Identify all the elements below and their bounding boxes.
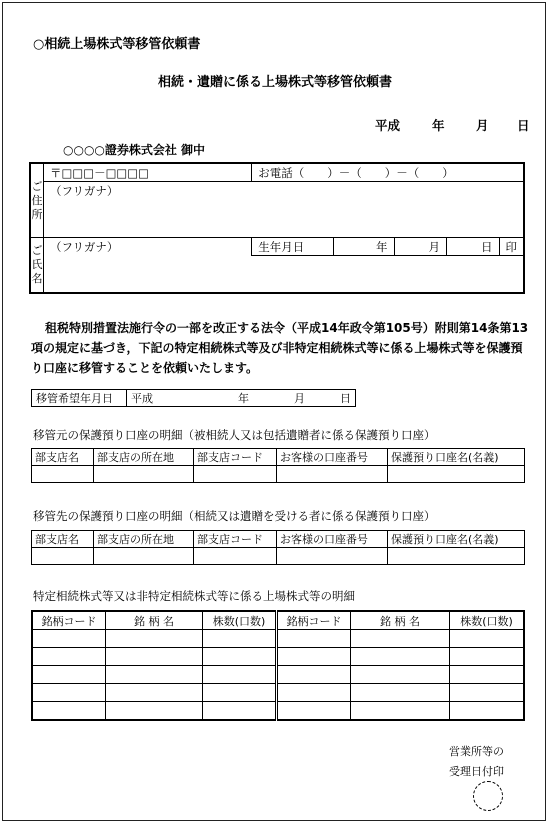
form-page: [2, 2, 546, 821]
stock-col-shares-left: 株数(口数): [203, 611, 277, 630]
stamp-label-line1: 営業所等の: [449, 745, 504, 758]
dest-address-field[interactable]: [94, 548, 194, 565]
date-era: 平成: [375, 118, 401, 133]
stock-row: [32, 702, 524, 721]
source-col-account-no: お客様の口座番号: [277, 449, 388, 466]
receipt-stamp-area: [473, 781, 503, 811]
transfer-date-label: 移管希望年月日: [32, 390, 127, 407]
phone-field[interactable]: お電話（ ）－（ ）－（ ）: [252, 163, 524, 182]
address-furigana: （フリガナ）: [43, 182, 524, 200]
dest-account-no-field[interactable]: [277, 548, 388, 565]
date-day: 日: [517, 118, 530, 133]
source-code-field[interactable]: [194, 466, 277, 483]
request-statement: 租税特別措置法施行令の一部を改正する法令（平成14年政令第105号）附則第14条第13項の規定に基づき，下記の特定相続株式等及び非特定相続株式等に係る上場株式等を保護預り口座に移管することを依頼いたします。: [31, 321, 529, 375]
dest-col-branch: 部支店名: [32, 531, 94, 548]
dest-col-address: 部支店の所在地: [94, 531, 194, 548]
stock-col-code-left: 銘柄コード: [32, 611, 106, 630]
date-month: 月: [476, 118, 489, 133]
dest-col-account-no: お客様の口座番号: [277, 531, 388, 548]
name-furigana: （フリガナ）: [43, 238, 251, 256]
source-branch-field[interactable]: [32, 466, 94, 483]
stock-row: [32, 684, 524, 702]
transfer-date-month[interactable]: 月: [253, 390, 309, 407]
stock-detail-table: [31, 610, 525, 721]
date-year: 年: [432, 118, 445, 133]
transfer-date-year[interactable]: 年: [193, 390, 253, 407]
name-field[interactable]: [43, 256, 524, 294]
customer-info-table: [29, 162, 525, 294]
dest-col-code: 部支店コード: [194, 531, 277, 548]
transfer-date-table: [31, 389, 356, 407]
transfer-date-day[interactable]: 日: [309, 390, 356, 407]
source-col-code: 部支店コード: [194, 449, 277, 466]
source-col-branch: 部支店名: [32, 449, 94, 466]
source-address-field[interactable]: [94, 466, 194, 483]
source-account-title: 移管元の保護預り口座の明細（被相続人又は包括遺贈者に係る保護預り口座）: [33, 428, 436, 442]
dest-code-field[interactable]: [194, 548, 277, 565]
name-label: ご氏名: [30, 238, 43, 294]
stock-row: [32, 648, 524, 666]
dest-account-table: [31, 530, 525, 565]
address-label: ご住所: [30, 163, 43, 238]
source-account-table: [31, 448, 525, 483]
stock-detail-title: 特定相続株式等又は非特定相続株式等に係る上場株式等の明細: [33, 589, 355, 603]
form-title: 相続・遺贈に係る上場株式等移管依頼書: [157, 75, 392, 90]
birth-year: 年: [334, 238, 394, 256]
stamp-label-line2: 受理日付印: [449, 765, 504, 778]
seal-label: 印: [499, 238, 524, 256]
stock-col-name-left: 銘 柄 名: [106, 611, 203, 630]
source-account-name-field[interactable]: [388, 466, 525, 483]
dest-col-account-name: 保護預り口座名(名義): [388, 531, 525, 548]
postal-field[interactable]: 〒□□□－□□□□: [43, 163, 251, 182]
form-heading: ○相続上場株式等移管依頼書: [33, 37, 201, 52]
stock-col-shares-right: 株数(口数): [450, 611, 525, 630]
transfer-date-era[interactable]: 平成: [127, 390, 194, 407]
addressee: ○○○○證券株式会社 御中: [63, 143, 206, 157]
source-account-no-field[interactable]: [277, 466, 388, 483]
source-col-account-name: 保護預り口座名(名義): [388, 449, 525, 466]
birth-month: 月: [394, 238, 446, 256]
dest-account-title: 移管先の保護預り口座の明細（相続又は遺贈を受ける者に係る保護預り口座）: [33, 509, 436, 523]
dest-branch-field[interactable]: [32, 548, 94, 565]
source-col-address: 部支店の所在地: [94, 449, 194, 466]
stock-col-name-right: 銘 柄 名: [351, 611, 450, 630]
stock-row: [32, 666, 524, 684]
dest-account-name-field[interactable]: [388, 548, 525, 565]
stock-row: [32, 630, 524, 648]
birth-day: 日: [446, 238, 499, 256]
stock-col-code-right: 銘柄コード: [277, 611, 351, 630]
address-field[interactable]: [43, 199, 524, 238]
birth-label: 生年月日: [252, 238, 334, 256]
